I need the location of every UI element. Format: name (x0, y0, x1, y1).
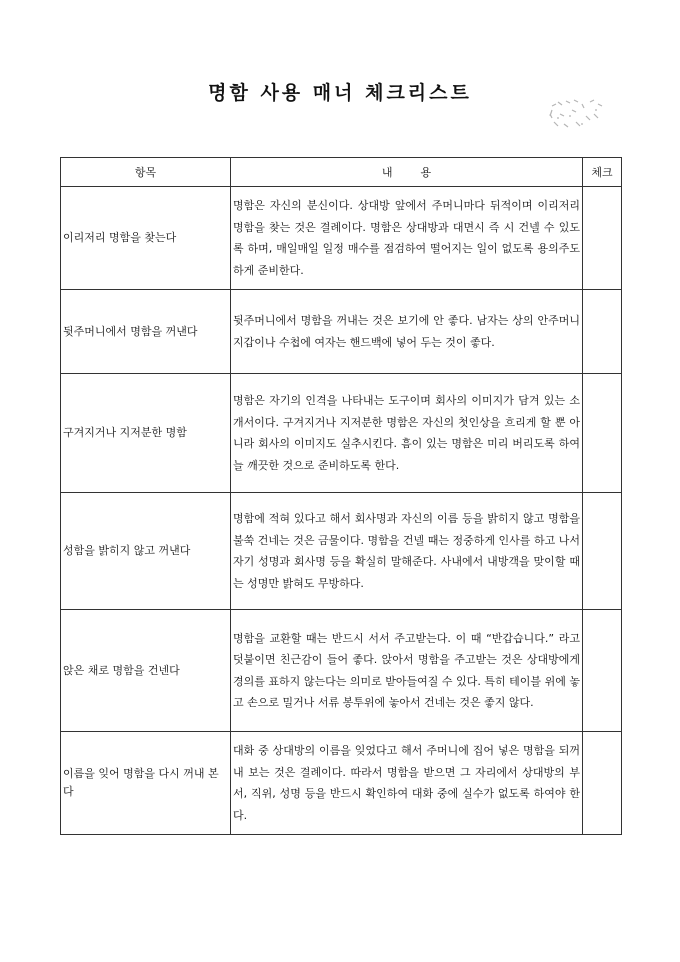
table-row (61, 610, 622, 732)
table-row (61, 374, 622, 493)
page-title: 명함 사용 매너 체크리스트 (208, 82, 472, 104)
row-check-cell[interactable] (583, 374, 622, 493)
table-row (61, 732, 622, 835)
checklist-table (60, 157, 622, 835)
header-content: 내 용 (231, 158, 583, 187)
row-check-cell[interactable] (583, 732, 622, 835)
row-content: 명함에 적혀 있다고 해서 회사명과 자신의 이름 등을 밝히지 않고 명함을 불쑥 건네는 것은 금물이다. 명함을 건넬 때는 정중하게 인사를 하고 나서 자기 성명과 회사명 등을 확실히 말해준다. 사내에서 내방객을 맞이할 때는 성명만 밝혀도 무방하다. (231, 493, 583, 610)
row-check-cell[interactable] (583, 610, 622, 732)
row-item: 이리저리 명함을 찾는다 (61, 187, 231, 290)
table-row (61, 187, 622, 290)
row-item: 이름을 잊어 명함을 다시 꺼내 본다 (61, 732, 231, 835)
header-row (61, 158, 622, 187)
row-item: 앉은 채로 명함을 건넨다 (61, 610, 231, 732)
row-item: 뒷주머니에서 명함을 꺼낸다 (61, 290, 231, 374)
row-content: 명함을 교환할 때는 반드시 서서 주고받는다. 이 때 “반갑습니다.” 라고 덧붙이면 친근감이 들어 좋다. 앉아서 명함을 주고받는 것은 상대방에게 경의를 표하지 않는다는 의미로 받아들여질 수 있다. 특히 테이블 위에 놓고 손으로 밀거나 서류 봉투위에 놓아서 건네는 것은 좋지 않다. (231, 610, 583, 732)
row-item: 성함을 밝히지 않고 꺼낸다 (61, 493, 231, 610)
row-item: 구겨지거나 지저분한 명함 (61, 374, 231, 493)
table-row (61, 290, 622, 374)
row-content: 뒷주머니에서 명함을 꺼내는 것은 보기에 안 좋다. 남자는 상의 안주머니 지갑이나 수첩에 여자는 핸드백에 넣어 두는 것이 좋다. (231, 290, 583, 374)
row-content: 대화 중 상대방의 이름을 잊었다고 해서 주머니에 집어 넣은 명함을 되꺼내 보는 것은 결례이다. 따라서 명함을 받으면 그 자리에서 상대방의 부서, 직위, 성명 등을 반드시 확인하여 대화 중에 실수가 없도록 하여야 한다. (231, 732, 583, 835)
row-content: 명함은 자신의 분신이다. 상대방 앞에서 주머니마다 뒤적이며 이리저리 명함을 찾는 것은 결례이다. 명함은 상대방과 대면시 즉 시 건넬 수 있도록 하며, 매일매일 일정 매수를 점검하여 떨어지는 일이 없도록 용의주도하게 준비한다. (231, 187, 583, 290)
header-check: 체크 (583, 158, 622, 187)
table-row (61, 493, 622, 610)
row-check-cell[interactable] (583, 187, 622, 290)
row-check-cell[interactable] (583, 290, 622, 374)
header-item: 항목 (61, 158, 231, 187)
row-check-cell[interactable] (583, 493, 622, 610)
stamp-mark (546, 96, 608, 132)
row-content: 명함은 자기의 인격을 나타내는 도구이며 회사의 이미지가 담겨 있는 소개서이다. 구겨지거나 지저분한 명함은 자신의 첫인상을 흐리게 할 뿐 아니라 회사의 이미지도 실추시킨다. 흠이 있는 명함은 미리 버리도록 하여 늘 깨끗한 것으로 준비하도록 한다. (231, 374, 583, 493)
